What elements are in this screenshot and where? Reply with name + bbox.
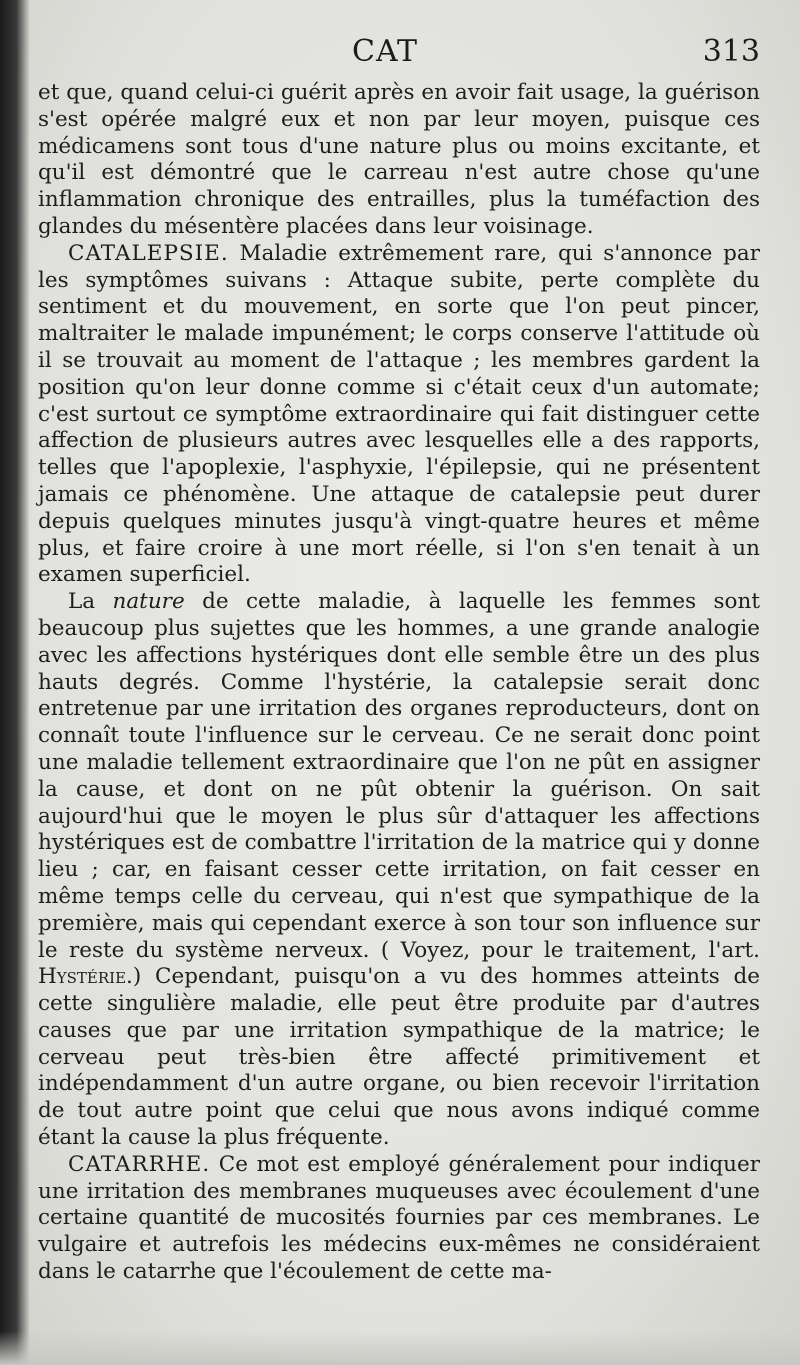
cross-reference: Hystérie.	[38, 964, 133, 990]
entry-headword: CATALEPSIE.	[68, 240, 229, 266]
entry-text: Ce mot est employé généralement pour indiquer une irritation des membranes muqueuses avec écoulement d'une certaine quantité de mucosités fournies par ces membranes. Le vulgaire et autrefois les médecins eux-mêmes ne considéraient dans le catarrhe que l'écoulement de cette ma-	[38, 1151, 760, 1285]
running-title: CAT	[352, 34, 418, 69]
page-bottom-shade	[0, 1331, 800, 1365]
running-head	[0, 32, 800, 72]
italic-term: nature	[112, 589, 185, 615]
page-number: 313	[702, 34, 760, 69]
paragraph-continuation	[38, 80, 760, 241]
paragraph-text: et que, quand celui-ci guérit après en avoir fait usage, la guérison s'est opérée malgré eux et non par leur moyen, puisque ces médicamens sont tous d'une nature plus ou moins excitante, et qu'il est démontré que le carreau n'est autre chose qu'une inflammation chronique des entrailles, plus la tuméfaction des glandes du mésentère placées dans leur voisinage.	[38, 80, 760, 239]
paragraph-lead: La	[68, 589, 113, 615]
entry-catarrhe	[38, 1152, 760, 1286]
text-body	[38, 80, 760, 1286]
entry-catalepsie	[38, 241, 760, 589]
paragraph-nature	[38, 589, 760, 1152]
entry-headword: CATARRHE.	[68, 1151, 211, 1177]
paragraph-text: de cette maladie, à laquelle les femmes sont beaucoup plus sujettes que les hommes, a une grande analogie avec les affections hystériques dont elle semble être un des plus hauts degrés. Comme l'hystérie, la catalepsie serait donc entretenue par une irritation des organes reproducteurs, dont on connaît toute l'influence sur le cerveau. Ce ne serait donc point une maladie tellement extraordinaire que l'on ne pût en assigner la cause, et dont on ne pût obtenir la guérison. On sait aujourd'hui que le moyen le plus sûr d'attaquer les affections hystériques est de combattre l'irritation de la matrice qui y donne lieu ; car, en faisant cesser cette irritation, on fait cesser en même temps celle du cerveau, qui n'est que sympathique de la première, mais qui cependant exerce à son tour son influence sur le reste du système nerveux. ( Voyez, pour le traitement, l'art.	[38, 589, 760, 963]
paragraph-text-cont: ) Cependant, puisqu'on a vu des hommes atteints de cette singulière maladie, elle peut être produite par d'autres causes que par une irritation sympathique de la matrice; le cerveau peut très-bien être affecté primitivement et indépendamment d'un autre organe, ou bien recevoir l'irritation de tout autre point que celui que nous avons indiqué comme étant la cause la plus fréquente.	[38, 964, 760, 1151]
page-shadow-edge	[0, 0, 30, 1365]
entry-text: Maladie extrêmement rare, qui s'annonce par les symptômes suivans : Attaque subite, perte complète du sentiment et du mouvement, en sorte que l'on peut pincer, maltraiter le malade impunément; le corps conserve l'attitude où il se trouvait au moment de l'attaque ; les membres gardent la position qu'on leur donne comme si c'était ceux d'un automate; c'est surtout ce symptôme extraordinaire qui fait distinguer cette affection de plusieurs autres avec lesquelles elle a des rapports, telles que l'apoplexie, l'asphyxie, l'épilepsie, qui ne présentent jamais ce phénomène. Une attaque de catalepsie peut durer depuis quelques minutes jusqu'à vingt-quatre heures et même plus, et faire croire à une mort réelle, si l'on s'en tenait à un examen superficiel.	[38, 240, 760, 588]
